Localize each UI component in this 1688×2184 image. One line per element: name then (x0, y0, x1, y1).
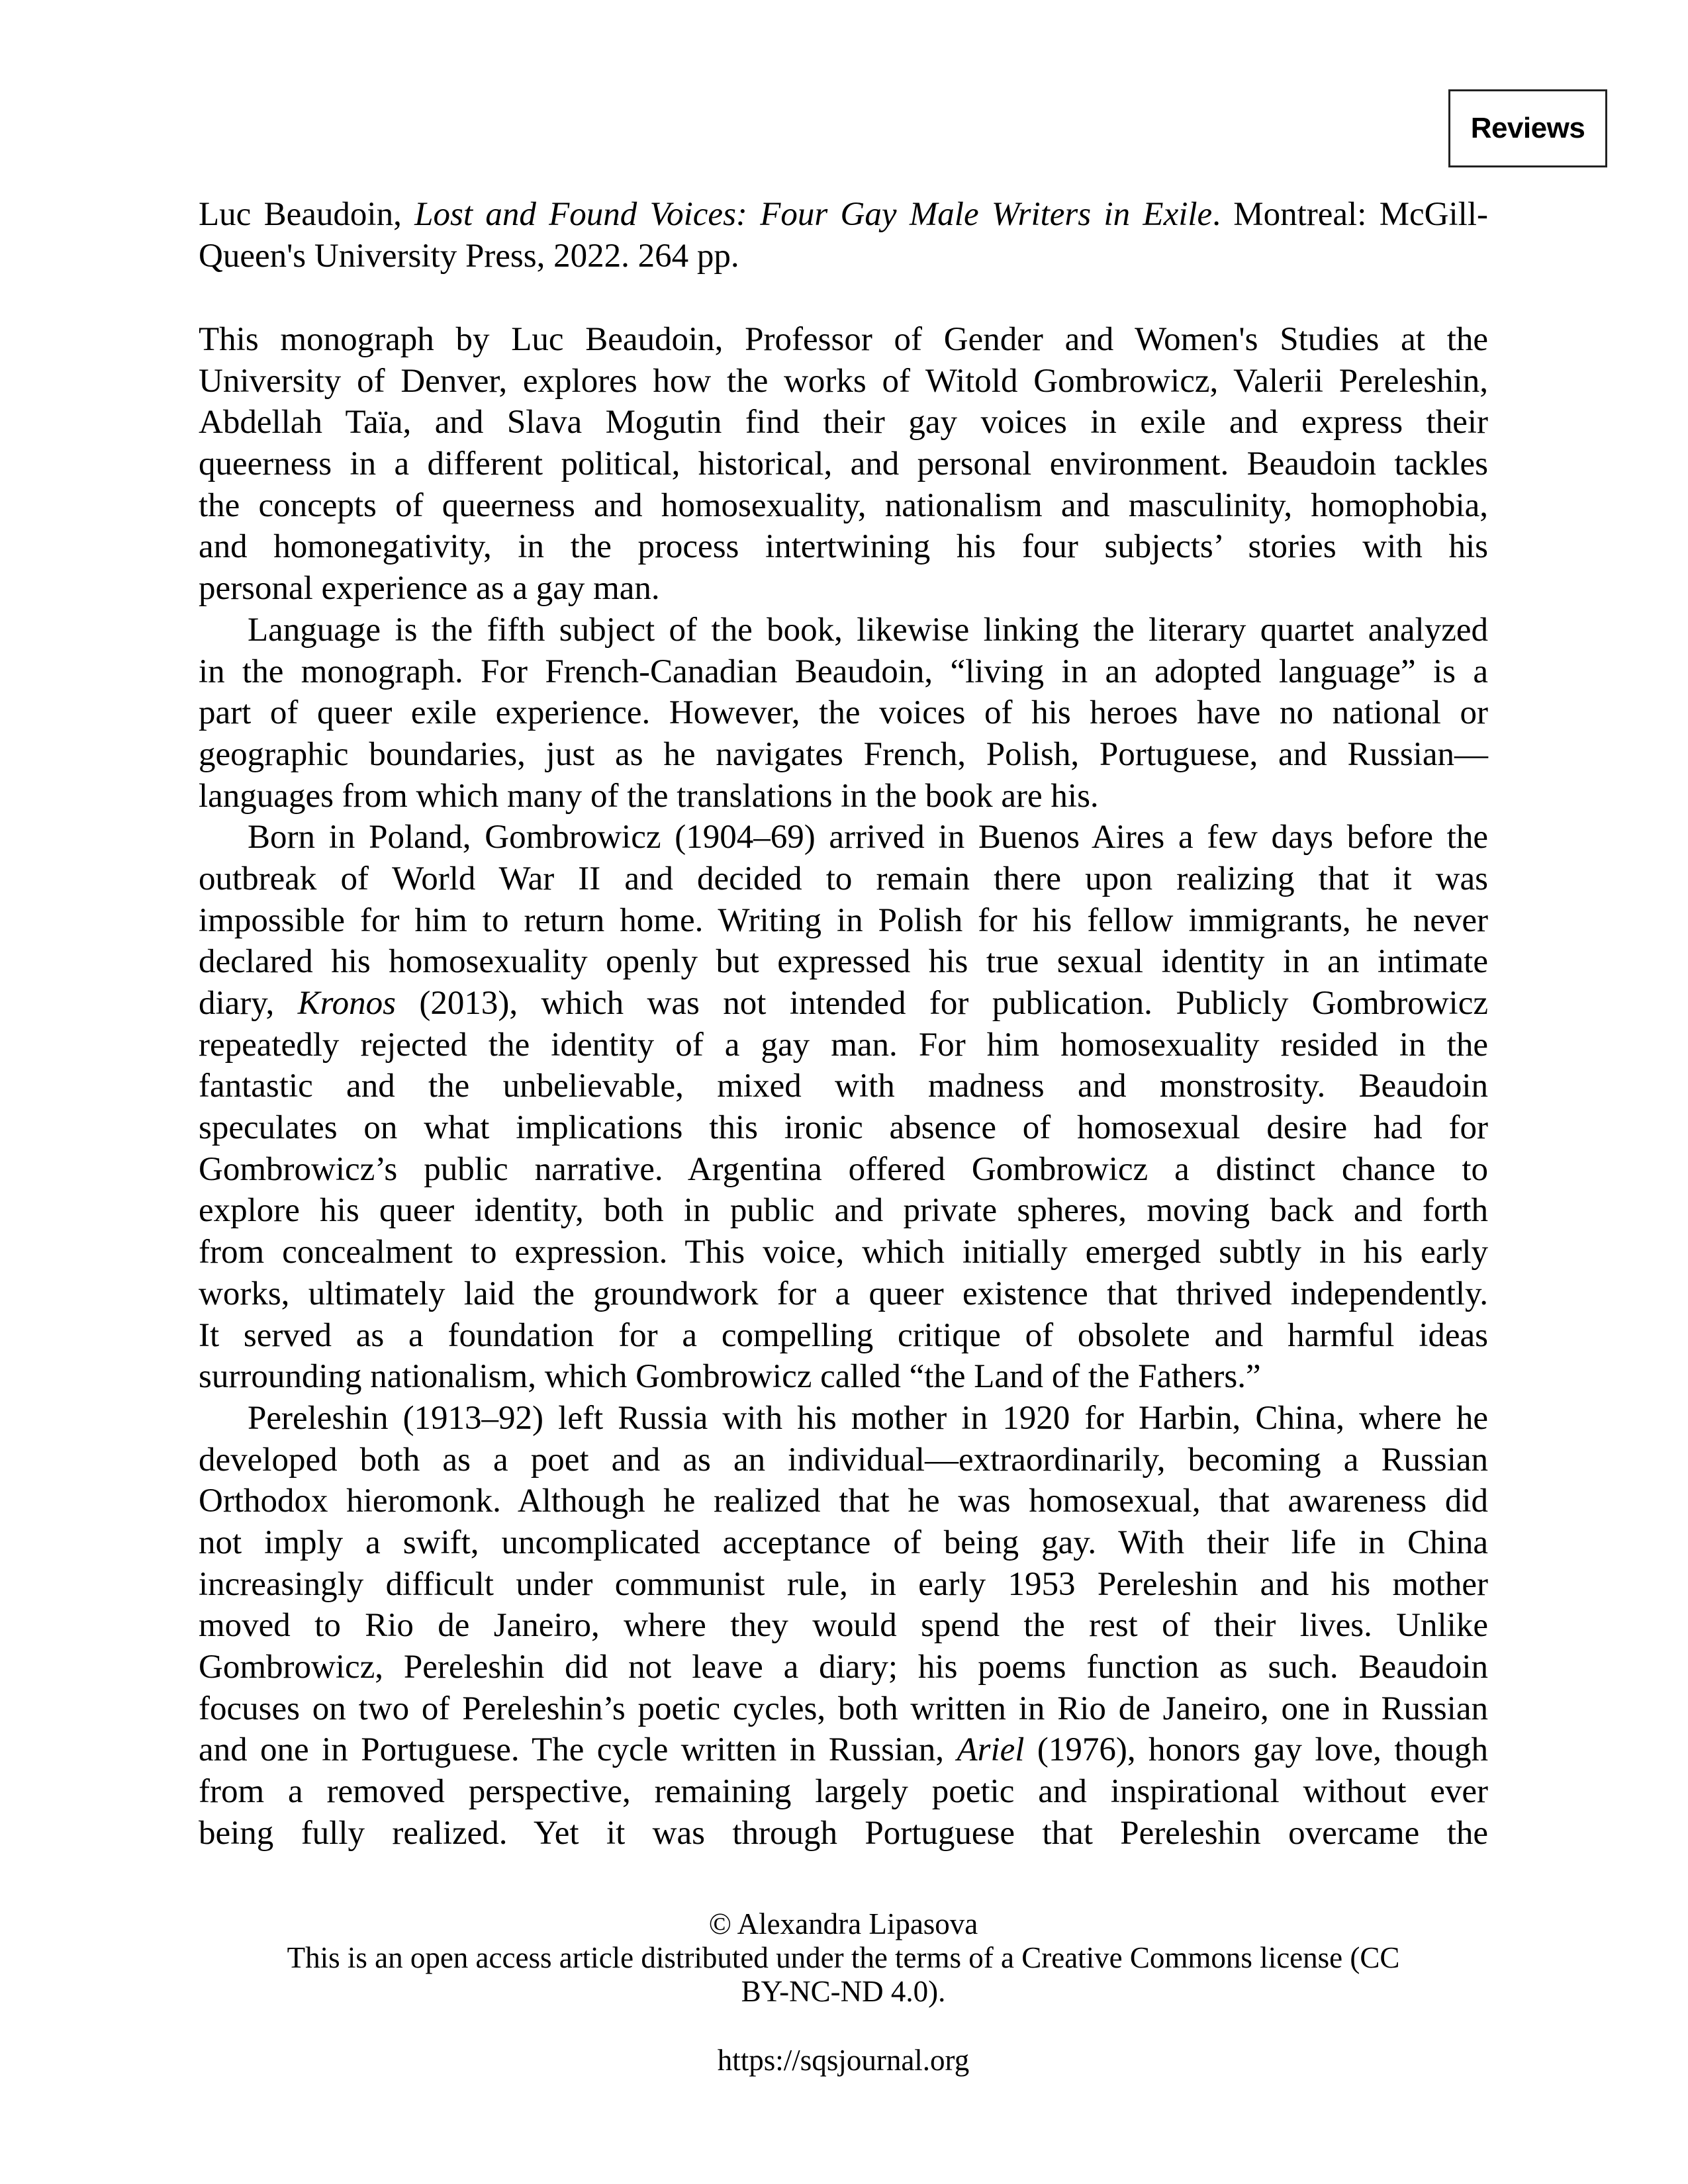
body-line: and one in Portuguese. The cycle written in Russian, Ariel (1976), honors gay love, though (199, 1731, 1488, 1769)
body-line: speculates on what implications this ironic absence of homosexual desire had for (199, 1109, 1488, 1147)
copyright-notice: © Alexandra Lipasova (708, 1907, 978, 1940)
body-line: diary, Kronos (2013), which was not intended for publication. Publicly Gombrowicz (199, 985, 1488, 1022)
body-line: Born in Poland, Gombrowicz (1904–69) arrived in Buenos Aires a few days before the (248, 819, 1488, 856)
body-line: focuses on two of Pereleshin’s poetic cycles, both written in Rio de Janeiro, one in Russian (199, 1690, 1488, 1727)
body-line: Language is the fifth subject of the book, likewise linking the literary quartet analyzed (248, 611, 1488, 649)
review-body (199, 319, 1488, 1854)
journal-url-link[interactable]: https://sqsjournal.org (717, 2044, 970, 2077)
body-line: fantastic and the unbelievable, mixed with madness and monstrosity. Beaudoin (199, 1068, 1488, 1105)
work-title-ariel: Ariel (957, 1731, 1025, 1769)
body-line: works, ultimately laid the groundwork for a queer existence that thrived independently. (199, 1275, 1488, 1312)
citation-line: Luc Beaudoin, Lost and Found Voices: Four Gay Male Writers in Exile. Montreal: McGill- (199, 196, 1489, 233)
body-line: outbreak of World War II and decided to remain there upon realizing that it was (199, 860, 1488, 897)
body-line: explore his queer identity, both in public and private spheres, moving back and forth (199, 1192, 1488, 1230)
body-line: being fully realized. Yet it was through Portuguese that Pereleshin overcame the (199, 1814, 1488, 1852)
body-line: surrounding nationalism, which Gombrowicz called “the Land of the Fathers.” (199, 1358, 1261, 1396)
body-line: and homonegativity, in the process intertwining his four subjects’ stories with his (199, 528, 1488, 566)
body-line: geographic boundaries, just as he navigates French, Polish, Portuguese, and Russian— (199, 735, 1488, 773)
body-line: Orthodox hieromonk. Although he realized that he was homosexual, that awareness did (199, 1482, 1488, 1520)
journal-url-footer (199, 2044, 1488, 2077)
body-line: from a removed perspective, remaining largely poetic and inspirational without ever (199, 1773, 1488, 1811)
section-label-reviews (1448, 89, 1607, 167)
body-line: queerness in a different political, historical, and personal environment. Beaudoin tackles (199, 445, 1488, 483)
citation-line: Queen's University Press, 2022. 264 pp. (199, 237, 739, 275)
body-line: Gombrowicz’s public narrative. Argentina offered Gombrowicz a distinct chance to (199, 1150, 1488, 1188)
license-text-line-2: BY-NC-ND 4.0). (741, 1975, 946, 2008)
body-line: the concepts of queerness and homosexuality, nationalism and masculinity, homophobia, (199, 486, 1488, 524)
body-line: moved to Rio de Janeiro, where they would spend the rest of their lives. Unlike (199, 1607, 1488, 1645)
body-line: increasingly difficult under communist rule, in early 1953 Pereleshin and his mother (199, 1565, 1488, 1603)
body-line: Abdellah Taïa, and Slava Mogutin find their gay voices in exile and express their (199, 404, 1488, 441)
body-line: This monograph by Luc Beaudoin, Professor of Gender and Women's Studies at the (199, 321, 1488, 358)
body-line: developed both as a poet and as an individual—extraordinarily, becoming a Russian (199, 1441, 1488, 1479)
body-line: languages from which many of the translations in the book are his. (199, 777, 1099, 815)
body-line: impossible for him to return home. Writing in Polish for his fellow immigrants, he never (199, 901, 1488, 939)
book-title: Lost and Found Voices: Four Gay Male Writers in Exile (414, 196, 1213, 233)
license-text-line-1: This is an open access article distributed under the terms of a Creative Commons license (CC (287, 1941, 1400, 1974)
body-line: Gombrowicz, Pereleshin did not leave a diary; his poems function as such. Beaudoin (199, 1649, 1488, 1686)
body-line: It served as a foundation for a compelling critique of obsolete and harmful ideas (199, 1316, 1488, 1354)
body-line: University of Denver, explores how the works of Witold Gombrowicz, Valerii Pereleshin, (199, 362, 1488, 400)
body-line: part of queer exile experience. However, the voices of his heroes have no national or (199, 694, 1488, 732)
body-line: not imply a swift, uncomplicated acceptance of being gay. With their life in China (199, 1524, 1488, 1561)
body-line: in the monograph. For French-Canadian Beaudoin, “living in an adopted language” is a (199, 653, 1488, 690)
body-line: repeatedly rejected the identity of a gay man. For him homosexuality resided in the (199, 1026, 1488, 1064)
body-line: Pereleshin (1913–92) left Russia with his mother in 1920 for Harbin, China, where he (248, 1399, 1488, 1437)
section-label-text: Reviews (1470, 112, 1585, 144)
license-footer (199, 1907, 1488, 2009)
book-citation (199, 194, 1488, 277)
body-line: from concealment to expression. This voice, which initially emerged subtly in his early (199, 1234, 1488, 1271)
body-line: personal experience as a gay man. (199, 570, 660, 608)
work-title-kronos: Kronos (297, 985, 396, 1022)
body-line: declared his homosexuality openly but expressed his true sexual identity in an intimate (199, 943, 1488, 981)
